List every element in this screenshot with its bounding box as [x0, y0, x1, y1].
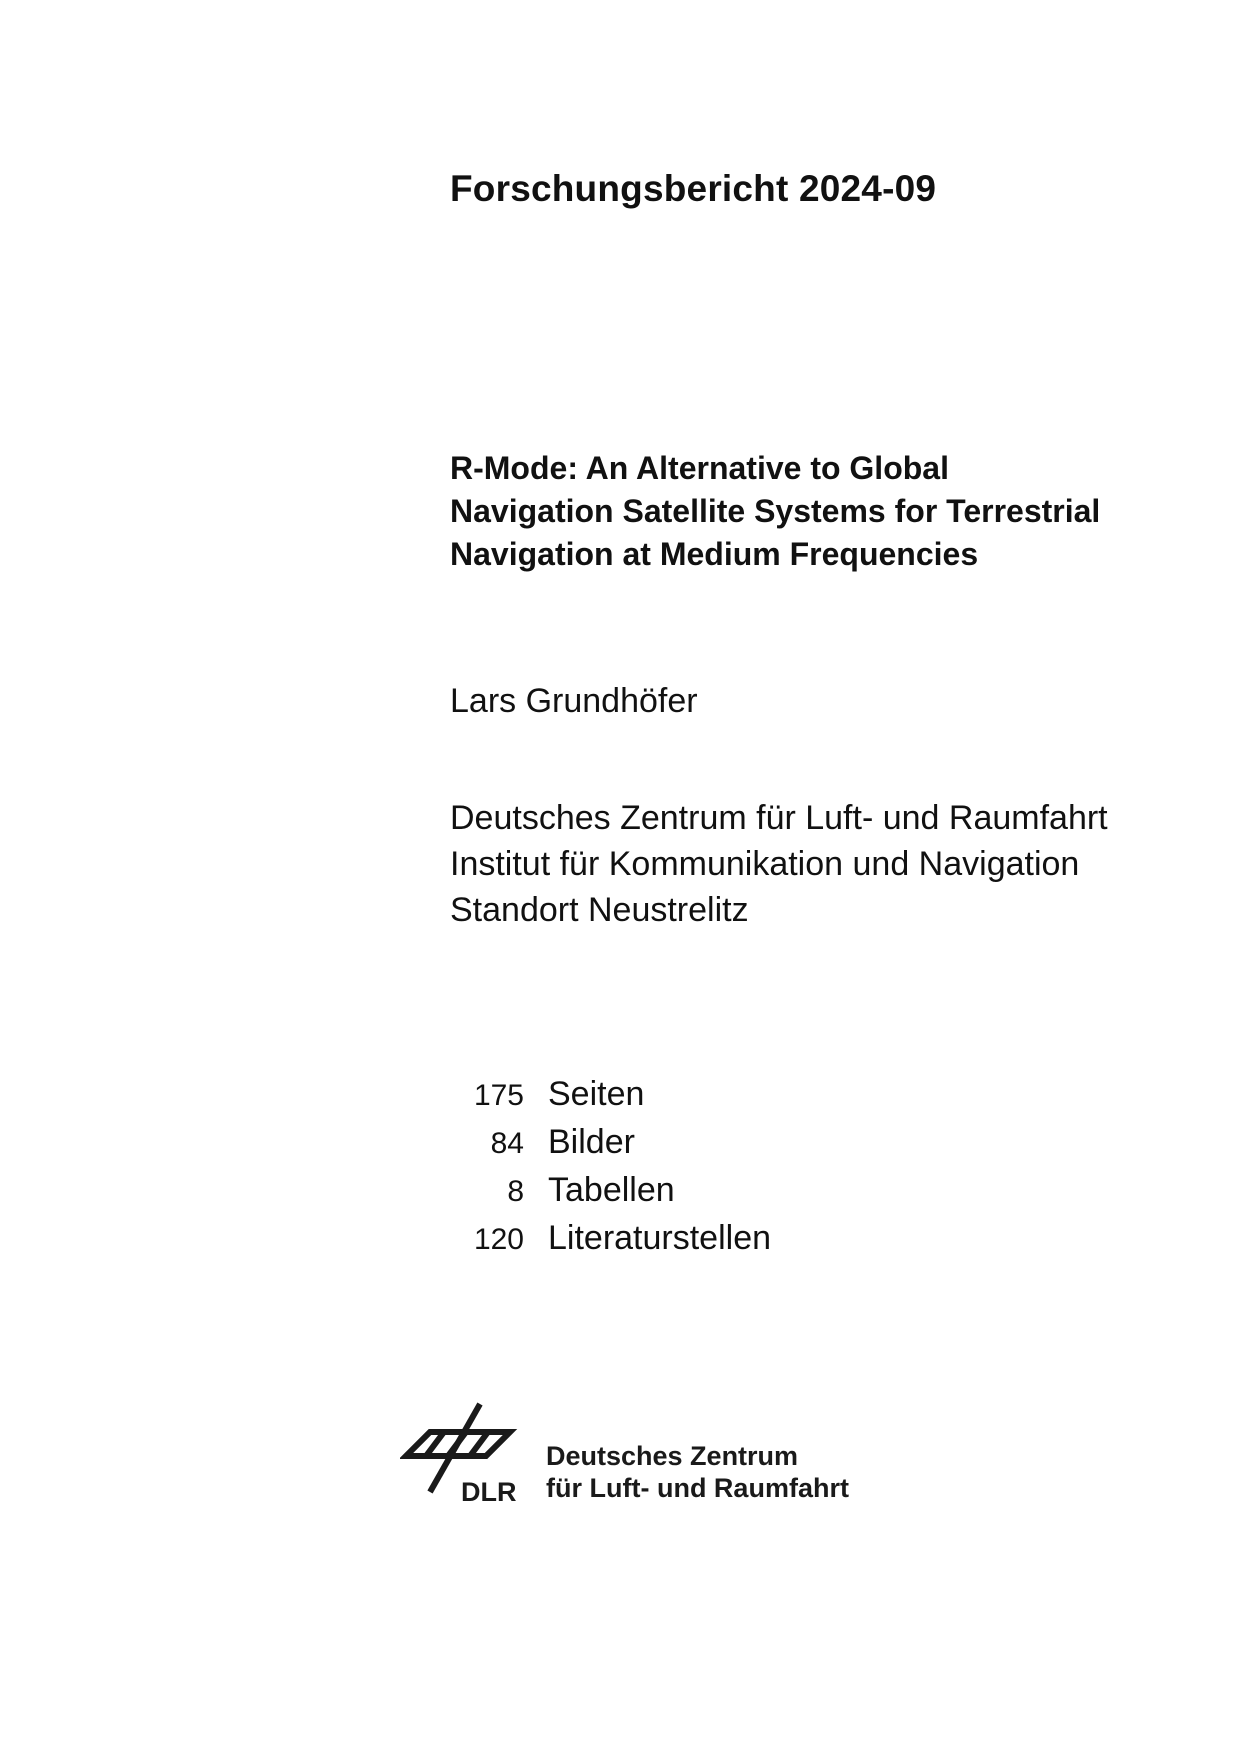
dlr-logo: [400, 1400, 849, 1507]
stat-count: 84: [490, 1127, 524, 1160]
stat-label: Seiten: [548, 1075, 645, 1113]
logo-wordmark: [546, 1440, 849, 1504]
stat-row-tables: [450, 1167, 771, 1215]
title-line: Navigation at Medium Frequencies: [450, 536, 979, 572]
report-title: [450, 447, 1210, 576]
stat-label: Bilder: [548, 1123, 635, 1161]
logo-text-line: für Luft- und Raumfahrt: [546, 1473, 849, 1503]
stat-label: Tabellen: [548, 1171, 675, 1209]
affiliation-line: Standort Neustrelitz: [450, 891, 749, 929]
title-line: R-Mode: An Alternative to Global: [450, 450, 949, 486]
title-line: Navigation Satellite Systems for Terrestrial: [450, 493, 1101, 529]
stat-count: 120: [473, 1223, 524, 1256]
affiliation-line: Institut für Kommunikation und Navigation: [450, 845, 1080, 883]
stat-label: Literaturstellen: [548, 1219, 772, 1257]
affiliation-line: Deutsches Zentrum für Luft- und Raumfahrt: [450, 799, 1108, 837]
report-number: Forschungsbericht 2024-09: [450, 168, 937, 209]
stat-count: 8: [507, 1175, 524, 1208]
logo-abbrev: DLR: [461, 1477, 517, 1507]
logo-text-line: Deutsches Zentrum: [546, 1441, 799, 1471]
report-stats: [450, 1071, 771, 1263]
author-name: Lars Grundhöfer: [450, 682, 698, 720]
stat-row-figures: [450, 1119, 771, 1167]
stat-row-references: [450, 1215, 771, 1263]
stat-row-pages: [450, 1071, 771, 1119]
affiliation: [450, 795, 1108, 933]
stat-count: 175: [473, 1079, 524, 1112]
